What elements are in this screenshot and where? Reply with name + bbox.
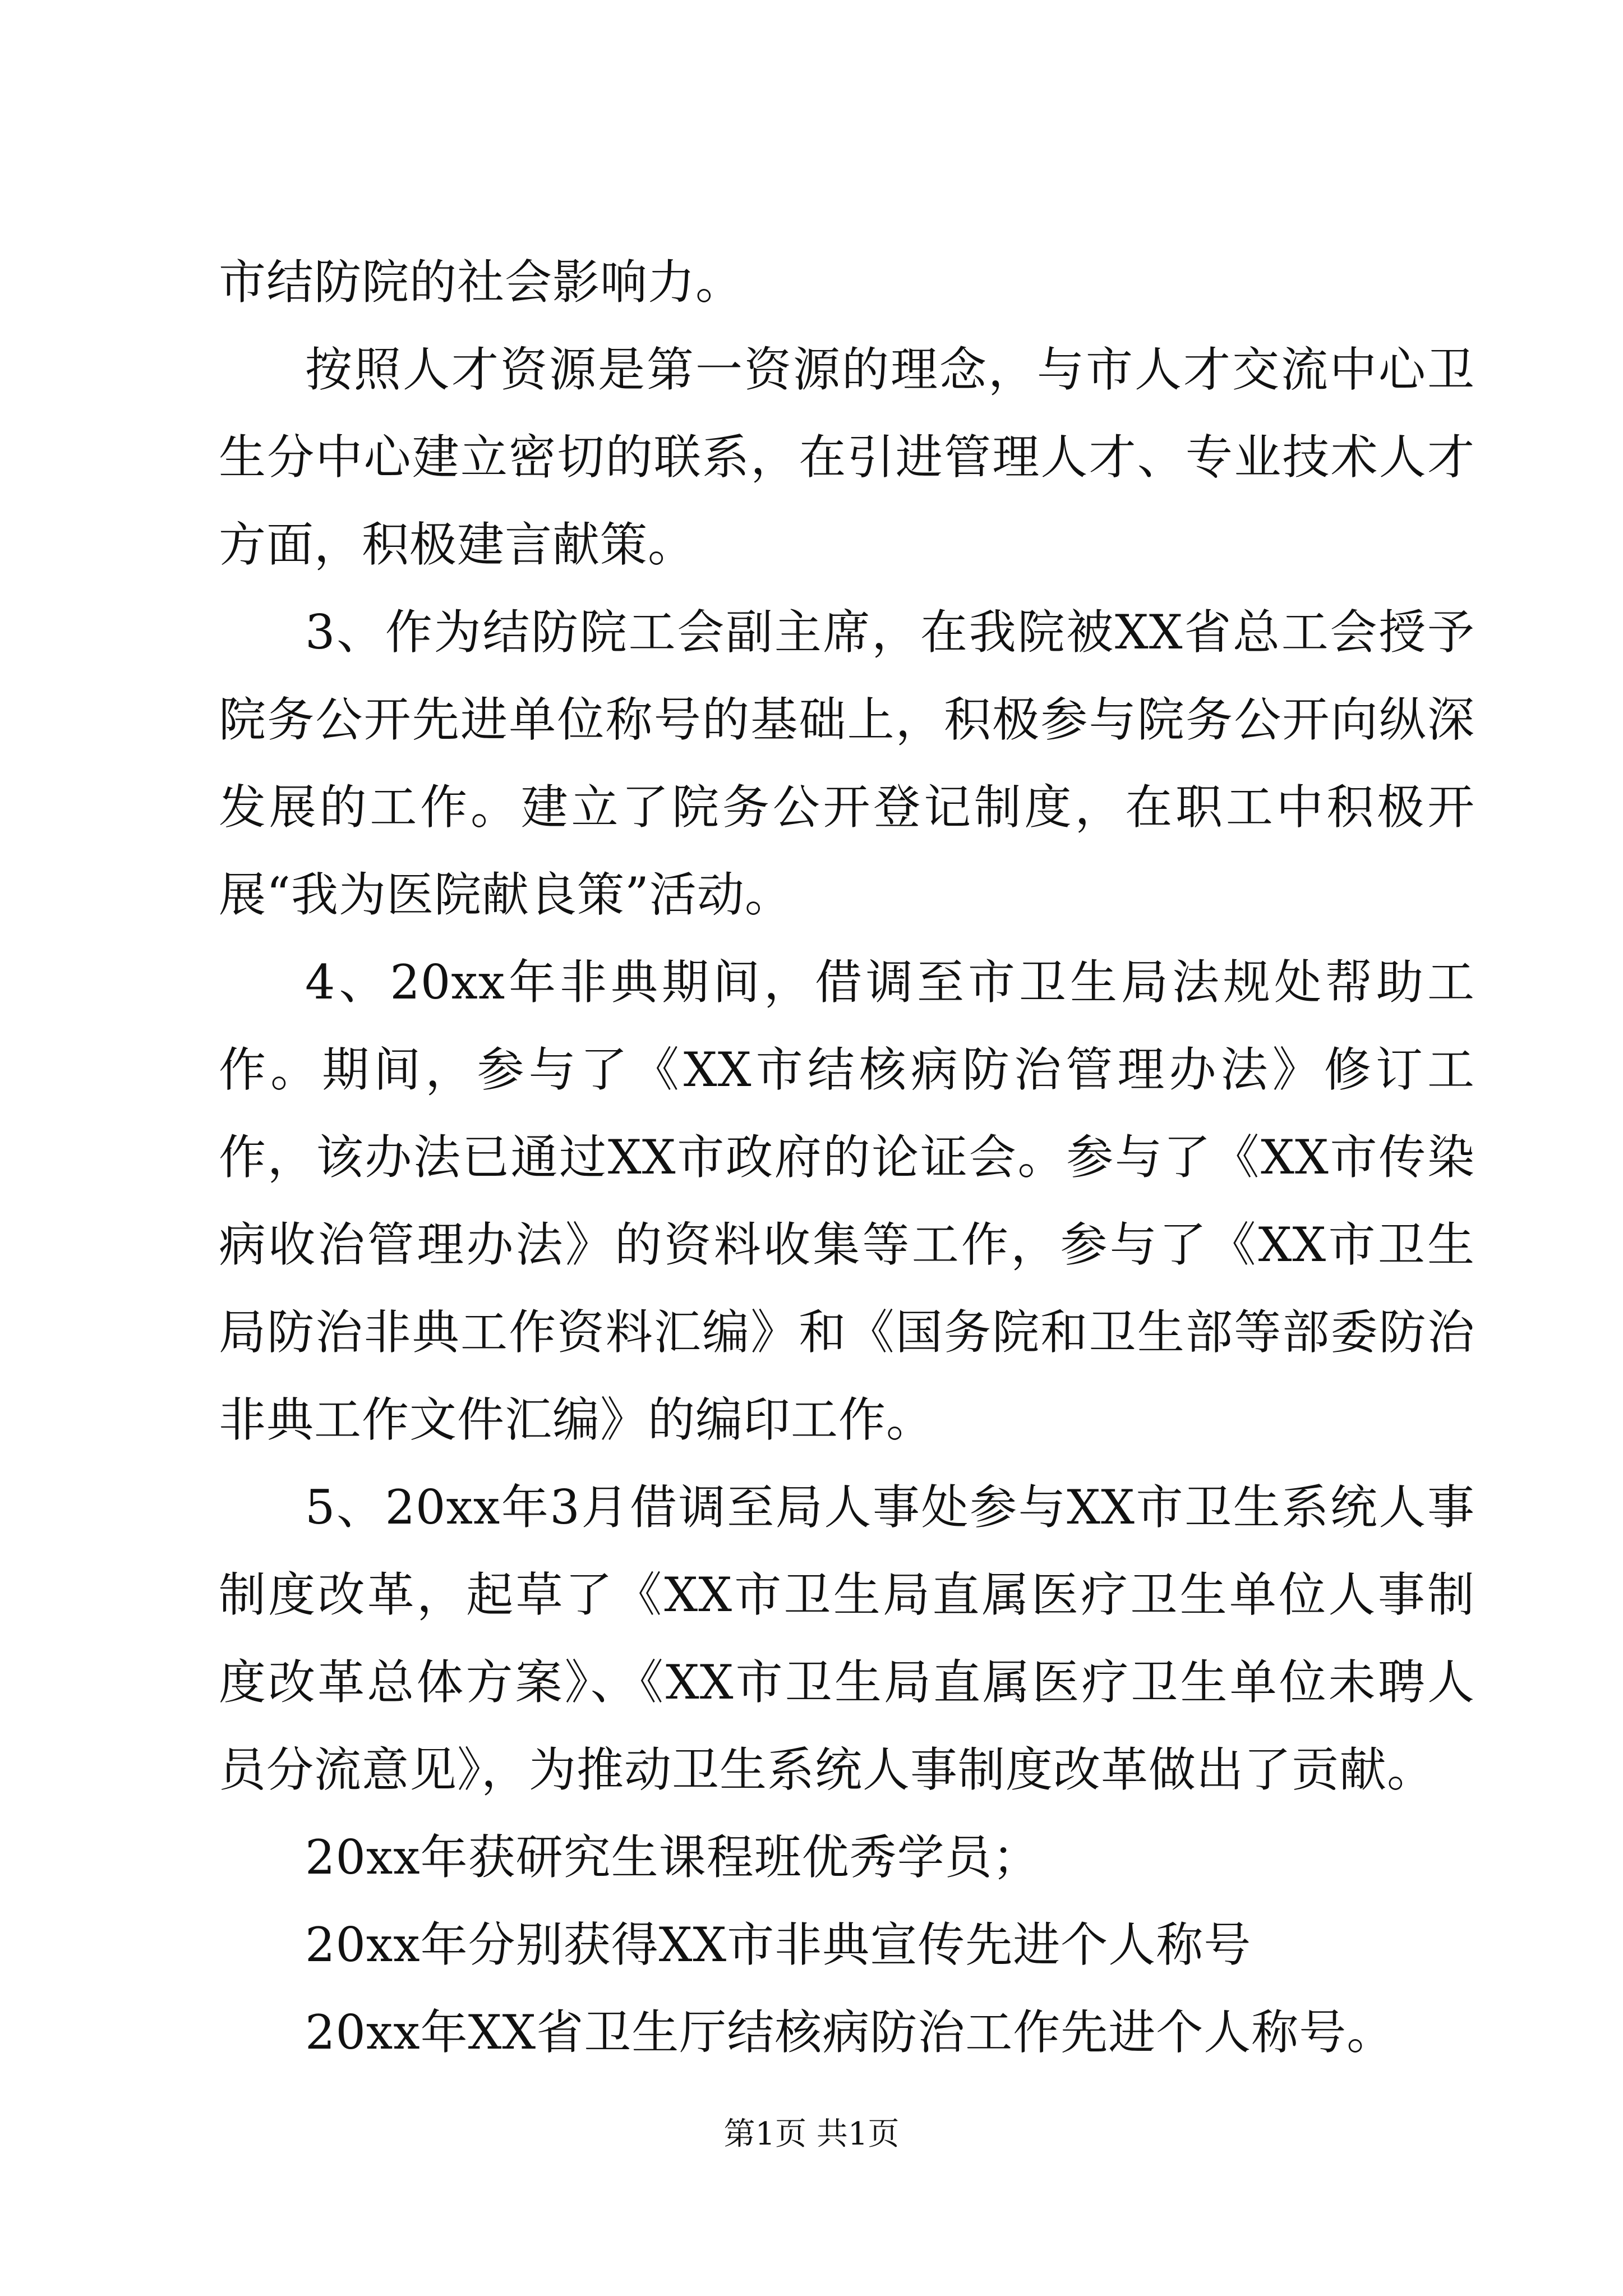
paragraph-3: 3、作为结防院工会副主席，在我院被XX省总工会授予院务公开先进单位称号的基础上，积极参与院务公开向纵深发展的工作。建立了院务公开登记制度，在职工中积极开展“我为医院献良策”活动。 (219, 605, 1475, 922)
paragraph-2: 按照人才资源是第一资源的理念，与市人才交流中心卫生分中心建立密切的联系，在引进管理人才、专业技术人才方面，积极建言献策。 (219, 342, 1475, 572)
document-body (219, 238, 1475, 2076)
paragraph-6: 20xx年获研究生课程班优秀学员； (305, 1830, 1040, 1885)
paragraph-5: 5、20xx年3月借调至局人事处参与XX市卫生系统人事制度改革，起草了《XX市卫生局直属医疗卫生单位人事制度改革总体方案》、《XX市卫生局直属医疗卫生单位未聘人员分流意见》，为推动卫生系统人事制度改革做出了贡献。 (219, 1480, 1475, 1797)
paragraph-1: 市结防院的社会影响力。 (219, 255, 744, 310)
page-number-footer: 第1页 共1页 (723, 2116, 900, 2152)
paragraph-7: 20xx年分别获得XX市非典宣传先进个人称号 (305, 1917, 1252, 1972)
paragraph-4: 4、20xx年非典期间，借调至市卫生局法规处帮助工作。期间，参与了《XX市结核病防治管理办法》修订工作，该办法已通过XX市政府的论证会。参与了《XX市传染病收治管理办法》的资料收集等工作，参与了《XX市卫生局防治非典工作资料汇编》和《国务院和卫生部等部委防治非典工作文件汇编》的编印工作。 (219, 955, 1475, 1447)
paragraph-8: 20xx年XX省卫生厅结核病防治工作先进个人称号。 (305, 2005, 1395, 2060)
